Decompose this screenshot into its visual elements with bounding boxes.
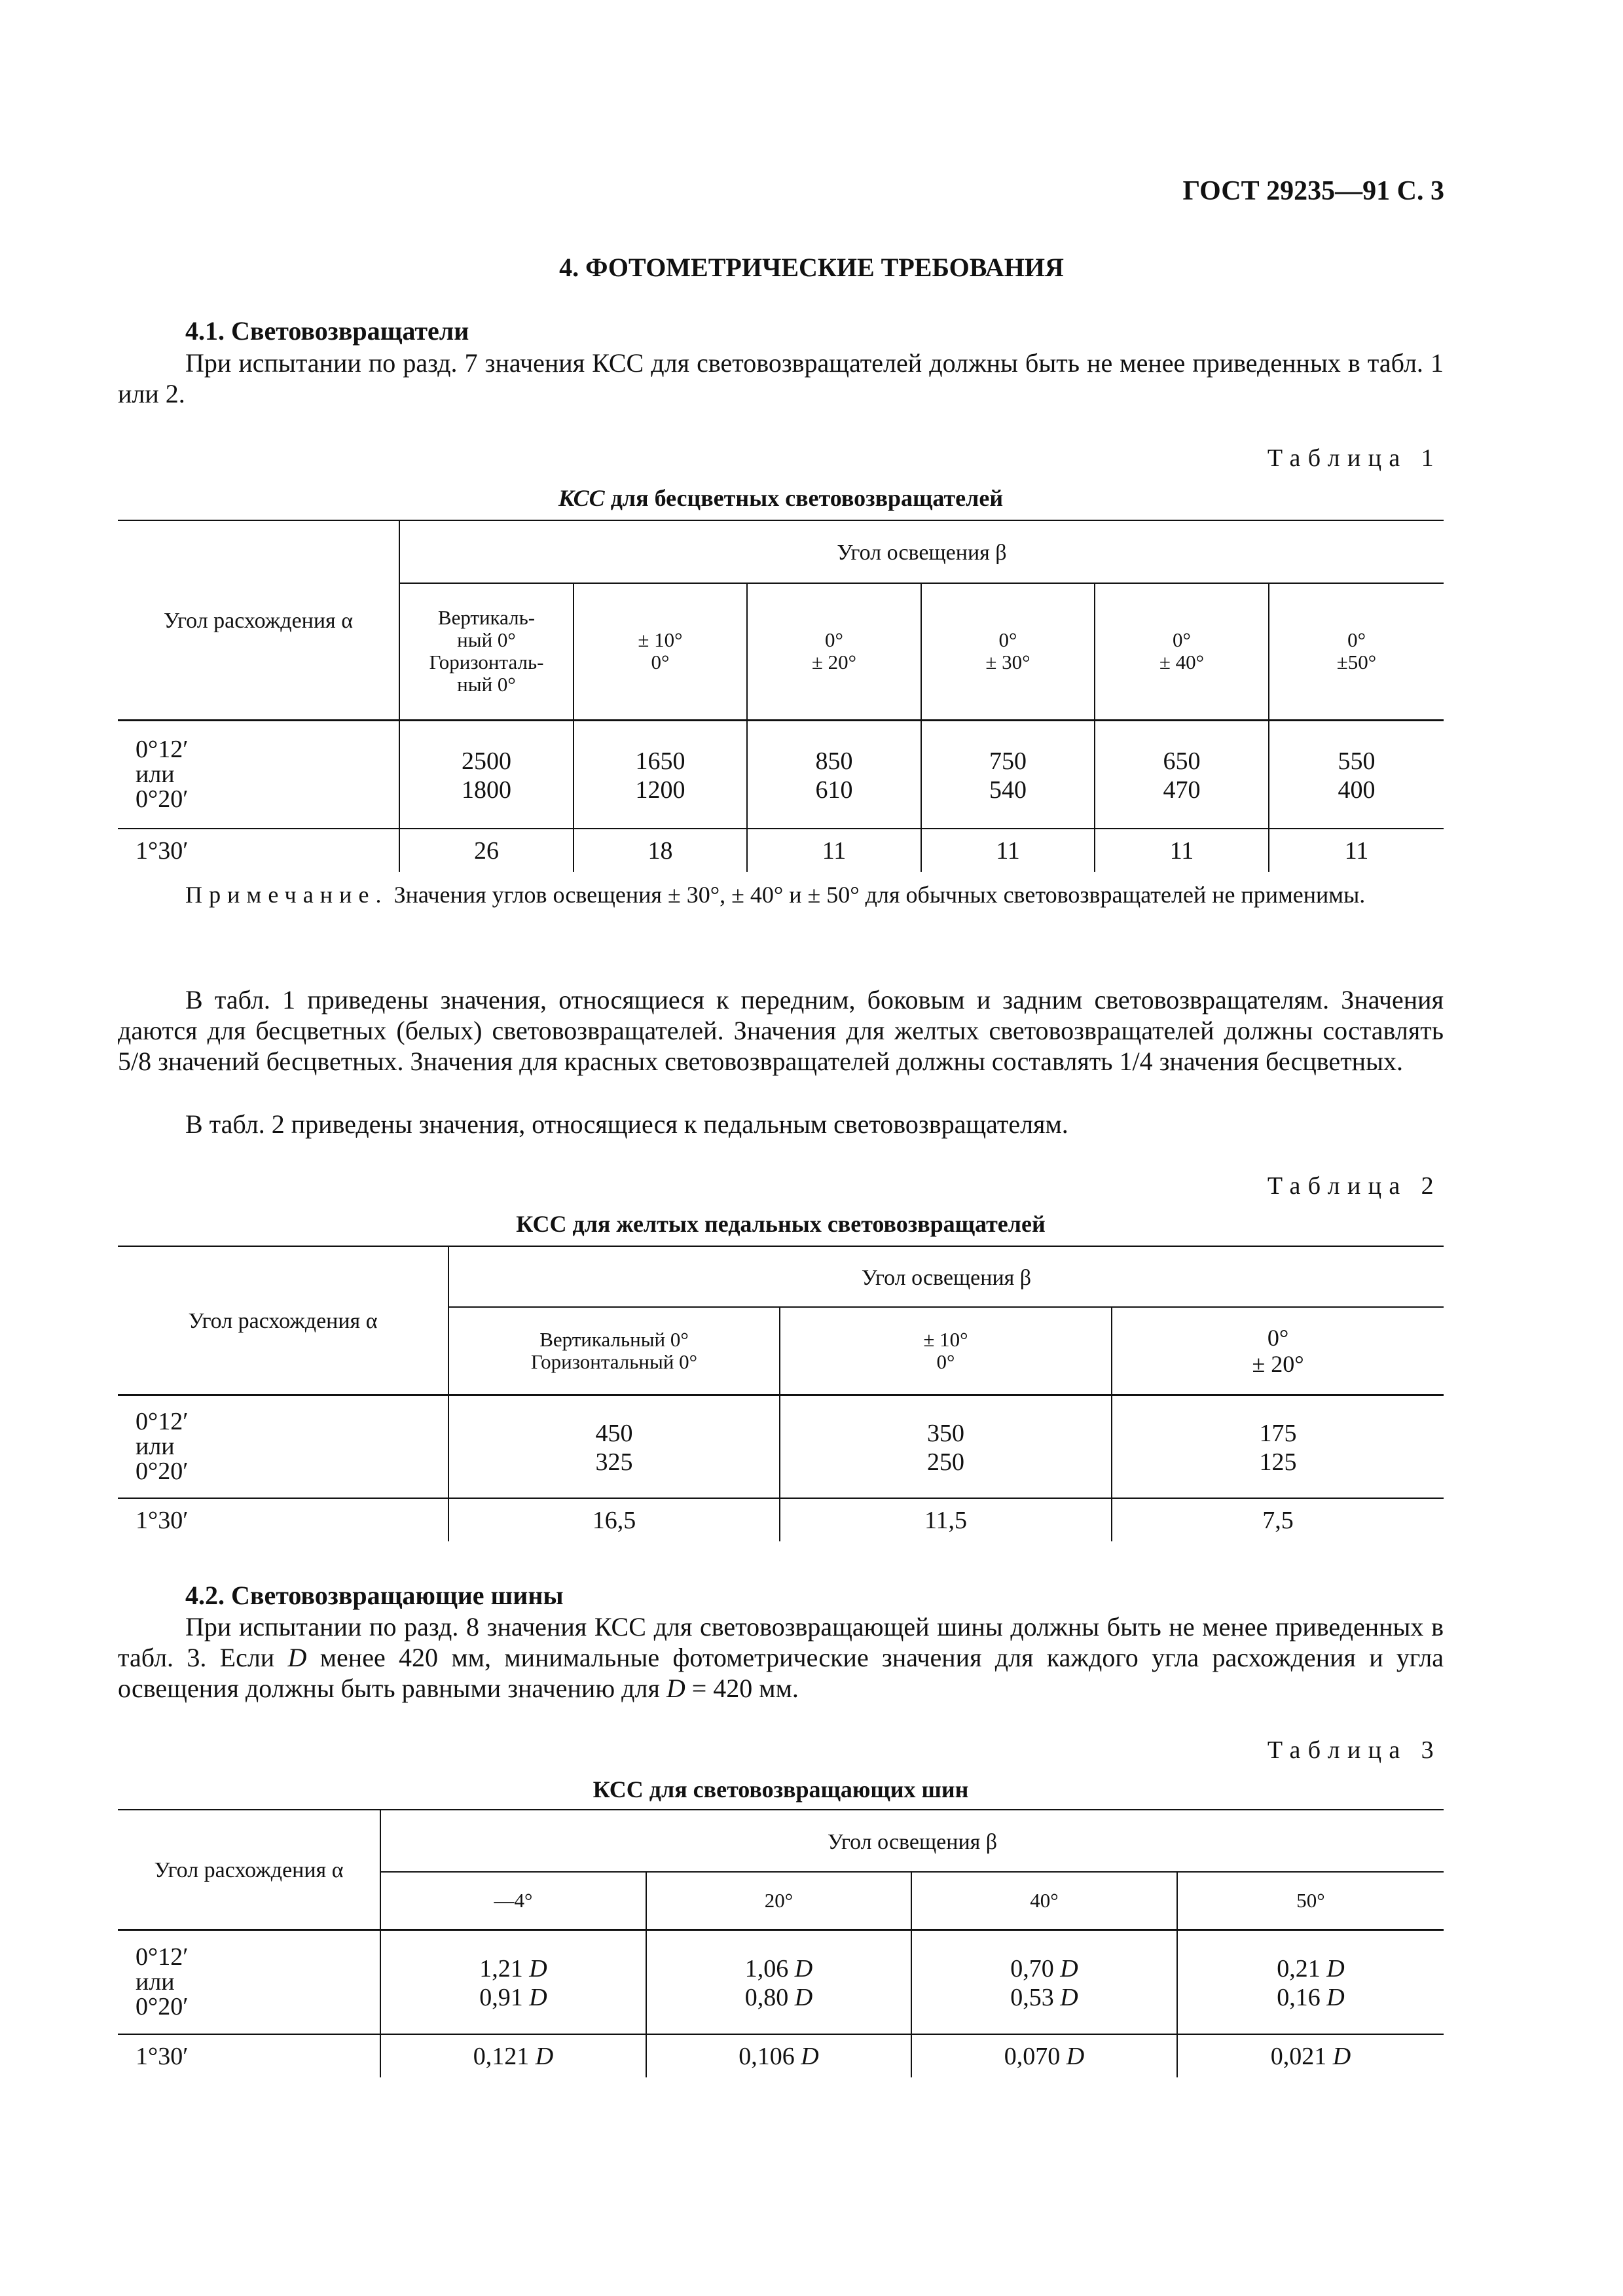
angle-value: 0°12′ bbox=[136, 1408, 189, 1436]
table-1 bbox=[118, 520, 1444, 872]
value: 610 bbox=[815, 776, 853, 804]
col-header-line: 0° bbox=[998, 628, 1017, 652]
table-3 bbox=[118, 1809, 1444, 2077]
symbol-d: D bbox=[1060, 1984, 1078, 2012]
symbol-d: D bbox=[1326, 1984, 1345, 2012]
table-row bbox=[118, 1395, 1444, 1498]
value: 400 bbox=[1338, 776, 1376, 804]
value-cell: 26 bbox=[399, 829, 574, 872]
symbol-d: D bbox=[1326, 1955, 1345, 1983]
col-header-line: 0° bbox=[825, 628, 843, 652]
value-cell: 16,5 bbox=[448, 1498, 780, 1541]
table-3-col-group bbox=[380, 1810, 1444, 1872]
table-3-row-header-text: Угол расхождения α bbox=[154, 1858, 344, 1883]
col-header-line: ный 0° bbox=[457, 628, 516, 652]
paragraph-4-1: При испытании по разд. 7 значения КСС для световозвращателей должны быть не менее приведенных в табл. 1 или 2. bbox=[118, 348, 1444, 408]
table-1-note bbox=[118, 880, 1444, 910]
symbol-d: D bbox=[794, 1955, 813, 1983]
subsection-heading-4-1: 4.1. Световозвращатели bbox=[185, 316, 469, 346]
col-header-line: ± 40° bbox=[1159, 651, 1205, 674]
value: 1,21 bbox=[479, 1955, 523, 1983]
table-row bbox=[118, 720, 1444, 829]
value: 1200 bbox=[635, 776, 685, 804]
angle-value: 0°20′ bbox=[136, 1993, 189, 2021]
value: 0,80 bbox=[744, 1984, 789, 2012]
value: 0,91 bbox=[479, 1984, 523, 2012]
value: 0,21 bbox=[1277, 1955, 1321, 1983]
col-header-line: ный 0° bbox=[457, 673, 516, 696]
table-3-label: Таблица 3 bbox=[1267, 1736, 1441, 1764]
table-2-row-header-text: Угол расхождения α bbox=[188, 1309, 378, 1334]
symbol-d: D bbox=[287, 1643, 307, 1672]
table-1-col-header bbox=[574, 583, 747, 720]
value: 0,021 bbox=[1270, 2042, 1327, 2070]
col-header-line: 0° bbox=[1267, 1324, 1289, 1351]
value-cell: 11 bbox=[747, 829, 921, 872]
col-header-line: Вертикальный 0° bbox=[539, 1327, 689, 1351]
symbol-d: D bbox=[1060, 1955, 1078, 1983]
value-cell bbox=[646, 1929, 911, 2034]
table-2-caption: КСС для желтых педальных световозвращателей bbox=[516, 1211, 1046, 1237]
value-cell bbox=[1112, 1395, 1444, 1498]
col-header-line: ±50° bbox=[1336, 651, 1377, 674]
table-1-caption-abbr: КСС bbox=[558, 485, 605, 511]
value-cell bbox=[1177, 2034, 1444, 2077]
section-title: 4. ФОТОМЕТРИЧЕСКИЕ ТРЕБОВАНИЯ bbox=[559, 253, 1064, 282]
angle-cell: 1°30′ bbox=[136, 2042, 189, 2070]
paragraph-4-2-part: При испытании по разд. 8 значения КСС для световозвращающей шины должны быть не менее приведенных в табл. 3. Если bbox=[118, 1612, 1444, 1672]
value-cell bbox=[399, 720, 574, 829]
value-cell bbox=[911, 2034, 1177, 2077]
value: 540 bbox=[989, 776, 1027, 804]
paragraph-4-2 bbox=[118, 1611, 1444, 1704]
table-1-col-group-text: Угол освещения β bbox=[837, 541, 1007, 565]
note-text: Значения углов освещения ± 30°, ± 40° и ± 50° для обычных световозвращателей не применимы. bbox=[388, 882, 1366, 908]
angle-cell: 1°30′ bbox=[136, 836, 189, 865]
col-header-line: 0° bbox=[1173, 628, 1191, 652]
table-2-col-header bbox=[780, 1307, 1112, 1395]
value: 0,53 bbox=[1010, 1984, 1054, 2012]
value: 650 bbox=[1163, 747, 1201, 776]
symbol-d: D bbox=[666, 1674, 685, 1703]
table-2 bbox=[118, 1246, 1444, 1541]
angle-cell bbox=[118, 1395, 448, 1498]
page-header: ГОСТ 29235—91 С. 3 bbox=[1182, 176, 1444, 206]
col-header-line: Вертикаль- bbox=[437, 606, 536, 630]
table-3-col-header: 40° bbox=[911, 1872, 1177, 1929]
value-cell bbox=[448, 1395, 780, 1498]
value-cell bbox=[380, 2034, 646, 2077]
value: 1650 bbox=[635, 747, 685, 776]
angle-value: 0°20′ bbox=[136, 1458, 189, 1486]
symbol-d: D bbox=[801, 2042, 819, 2070]
table-1-label: Таблица 1 bbox=[1267, 444, 1441, 472]
table-1-col-header bbox=[1269, 583, 1444, 720]
table-3-row-header bbox=[118, 1810, 380, 1929]
value: 1,06 bbox=[744, 1955, 789, 1983]
table-2-col-group-text: Угол освещения β bbox=[861, 1265, 1032, 1290]
table-3-caption: КСС для световозвращающих шин bbox=[593, 1776, 969, 1803]
value-cell bbox=[1177, 1929, 1444, 2034]
or-text: или bbox=[136, 1968, 175, 1996]
value: 0,106 bbox=[739, 2042, 795, 2070]
value: 0,16 bbox=[1277, 1984, 1321, 2012]
value-cell bbox=[646, 2034, 911, 2077]
value-cell bbox=[780, 1395, 1112, 1498]
symbol-d: D bbox=[535, 2042, 554, 2070]
col-header-line: ± 30° bbox=[985, 651, 1030, 674]
col-header-line: 0° bbox=[936, 1350, 955, 1373]
table-1-row-header bbox=[118, 520, 399, 720]
col-header-line: Горизонтальный 0° bbox=[530, 1350, 698, 1373]
value: 125 bbox=[1259, 1448, 1297, 1477]
value: 450 bbox=[595, 1420, 633, 1448]
table-2-col-header bbox=[1112, 1307, 1444, 1395]
value-cell: 7,5 bbox=[1112, 1498, 1444, 1541]
table-row bbox=[118, 829, 1444, 872]
table-1-col-group bbox=[399, 520, 1444, 583]
value-cell bbox=[1095, 720, 1269, 829]
table-2-row-header bbox=[118, 1246, 448, 1395]
paragraph-4-2-part: менее 420 мм, минимальные фотометрические значения для каждого угла расхождения и угла освещения должны быть равными значению для bbox=[118, 1643, 1444, 1703]
col-header-line: ± 10° bbox=[638, 628, 683, 652]
table-1-col-header bbox=[1095, 583, 1269, 720]
value: 250 bbox=[927, 1448, 964, 1477]
value-cell bbox=[911, 1929, 1177, 2034]
value: 850 bbox=[815, 747, 853, 776]
table-row bbox=[118, 1929, 1444, 2034]
table-3-col-header: —4° bbox=[380, 1872, 646, 1929]
table-2-col-group bbox=[448, 1246, 1444, 1307]
paragraph-table-2-description: В табл. 2 приведены значения, относящиеся к педальным световозвращателям. bbox=[185, 1109, 1068, 1139]
value: 1800 bbox=[462, 776, 511, 804]
col-header-line: 0° bbox=[1347, 628, 1366, 652]
table-1-col-header bbox=[399, 583, 574, 720]
value-cell: 11 bbox=[1095, 829, 1269, 872]
value: 0,70 bbox=[1010, 1955, 1054, 1983]
value: 2500 bbox=[462, 747, 511, 776]
note-label: Примечание. bbox=[185, 882, 388, 908]
value-cell: 11,5 bbox=[780, 1498, 1112, 1541]
table-3-col-group-text: Угол освещения β bbox=[827, 1829, 998, 1854]
symbol-d: D bbox=[529, 1984, 547, 2012]
col-header-line: 0° bbox=[651, 651, 670, 674]
angle-cell bbox=[118, 1929, 380, 2034]
value-cell bbox=[921, 720, 1095, 829]
value: 470 bbox=[1163, 776, 1201, 804]
value: 325 bbox=[595, 1448, 633, 1477]
value-cell bbox=[574, 720, 747, 829]
value: 350 bbox=[927, 1420, 964, 1448]
subsection-heading-4-2: 4.2. Световозвращающие шины bbox=[185, 1581, 564, 1610]
or-text: или bbox=[136, 761, 175, 789]
value: 0,070 bbox=[1004, 2042, 1061, 2070]
paragraph-4-2-part: = 420 мм. bbox=[685, 1674, 799, 1703]
value-cell bbox=[747, 720, 921, 829]
value: 550 bbox=[1338, 747, 1376, 776]
value-cell bbox=[1269, 720, 1444, 829]
table-row bbox=[118, 1498, 1444, 1541]
angle-cell: 1°30′ bbox=[136, 1506, 189, 1534]
symbol-d: D bbox=[529, 1955, 547, 1983]
value-cell: 11 bbox=[1269, 829, 1444, 872]
angle-value: 0°12′ bbox=[136, 736, 189, 764]
paragraph-table-1-description: В табл. 1 приведены значения, относящиеся к передним, боковым и задним световозвращателям. Значения даются для бесцветных (белых) световозвращателей. Значения для желтых световозвращателей должны составлять 5/8 значений бесцветных. Значения для красных световозвращателей должны составлять 1/4 значения бесцветных. bbox=[118, 985, 1444, 1076]
col-header-line: ± 20° bbox=[1252, 1350, 1304, 1377]
or-text: или bbox=[136, 1433, 175, 1461]
value-cell: 11 bbox=[921, 829, 1095, 872]
table-1-row-header-text: Угол расхождения α bbox=[163, 609, 354, 634]
value-cell bbox=[380, 1929, 646, 2034]
symbol-d: D bbox=[794, 1984, 813, 2012]
value: 0,121 bbox=[473, 2042, 530, 2070]
table-2-col-header bbox=[448, 1307, 780, 1395]
value: 175 bbox=[1259, 1420, 1297, 1448]
angle-cell bbox=[118, 720, 399, 829]
table-3-col-header: 20° bbox=[646, 1872, 911, 1929]
table-1-caption bbox=[118, 484, 1444, 512]
col-header-line: ± 20° bbox=[811, 651, 857, 674]
value-cell: 18 bbox=[574, 829, 747, 872]
symbol-d: D bbox=[1066, 2042, 1085, 2070]
table-1-col-header bbox=[921, 583, 1095, 720]
table-1-col-header bbox=[747, 583, 921, 720]
angle-value: 0°20′ bbox=[136, 785, 189, 814]
col-header-line: Горизонталь- bbox=[429, 651, 544, 674]
angle-value: 0°12′ bbox=[136, 1943, 189, 1971]
table-row bbox=[118, 2034, 1444, 2077]
value: 750 bbox=[989, 747, 1027, 776]
table-3-col-header: 50° bbox=[1177, 1872, 1444, 1929]
col-header-line: ± 10° bbox=[923, 1327, 968, 1351]
table-1-caption-text: для бесцветных световозвращателей bbox=[604, 485, 1004, 511]
table-2-label: Таблица 2 bbox=[1267, 1172, 1441, 1200]
symbol-d: D bbox=[1332, 2042, 1351, 2070]
